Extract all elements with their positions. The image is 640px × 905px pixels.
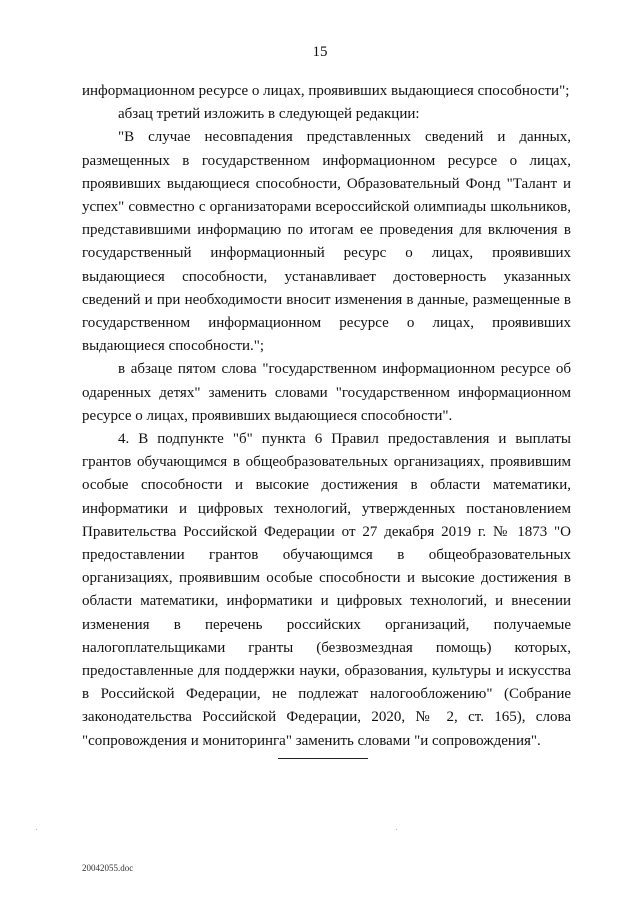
- page-number: 15: [312, 44, 328, 60]
- paragraph-instruction: абзац третий изложить в следующей редакции:: [118, 106, 420, 123]
- scan-dot: [396, 829, 397, 830]
- scan-dot: [36, 829, 37, 830]
- paragraph-item-4: 4. В подпункте "б" пункта 6 Правил предоставления и выплаты грантов обучающимся в общеобразовательных организациях, проявившим особые способности и высокие достижения в области математики, информатики и цифровых технологий, утвержденных постановлением Правительства Российской Федерации от 27 декабря 2019 г. № 1873 "О предоставлении грантов обучающимся в общеобразовательных организациях, проявившим особые способности и высокие достижения в области математики, информатики и цифровых технологий, и внесении изменения в перечень российских организаций, получаемые налогоплательщиками гранты (безвозмездная помощь) которых, предоставленные для поддержки науки, образования, культуры и искусства в Российской Федерации, не подлежат налогообложению" (Собрание законодательства Российской Федерации, 2020, № 2, ст. 165), слова "сопровождения и мониторинга" заменить словами "и сопровождения".: [82, 431, 571, 749]
- paragraph-quoted-text: "В случае несовпадения представленных сведений и данных, размещенных в государственном информационном ресурсе о лицах, проявивших выдающиеся способности, Образовательный Фонд "Талант и успех" совместно с организаторами всероссийской олимпиады школьников, представившими информацию по итогам ее проведения для включения в государственный информационный ресурс о лицах, проявивших выдающиеся способности, устанавливает достоверность указанных сведений и при необходимости вносит изменения в данные, размещенные в государственном информационном ресурсе о лицах, проявивших выдающиеся способности.";: [82, 129, 571, 355]
- end-divider: [278, 758, 368, 759]
- paragraph-amendment: в абзаце пятом слова "государственном информационном ресурсе об одаренных детях" заменить словами "государственном информационном ресурсе о лицах, проявивших выдающиеся способности".: [82, 361, 571, 424]
- paragraph-continuation: информационном ресурсе о лицах, проявивших выдающиеся способности";: [82, 83, 570, 99]
- footer-filename: 20042055.doc: [82, 863, 134, 873]
- document-body: [82, 80, 571, 753]
